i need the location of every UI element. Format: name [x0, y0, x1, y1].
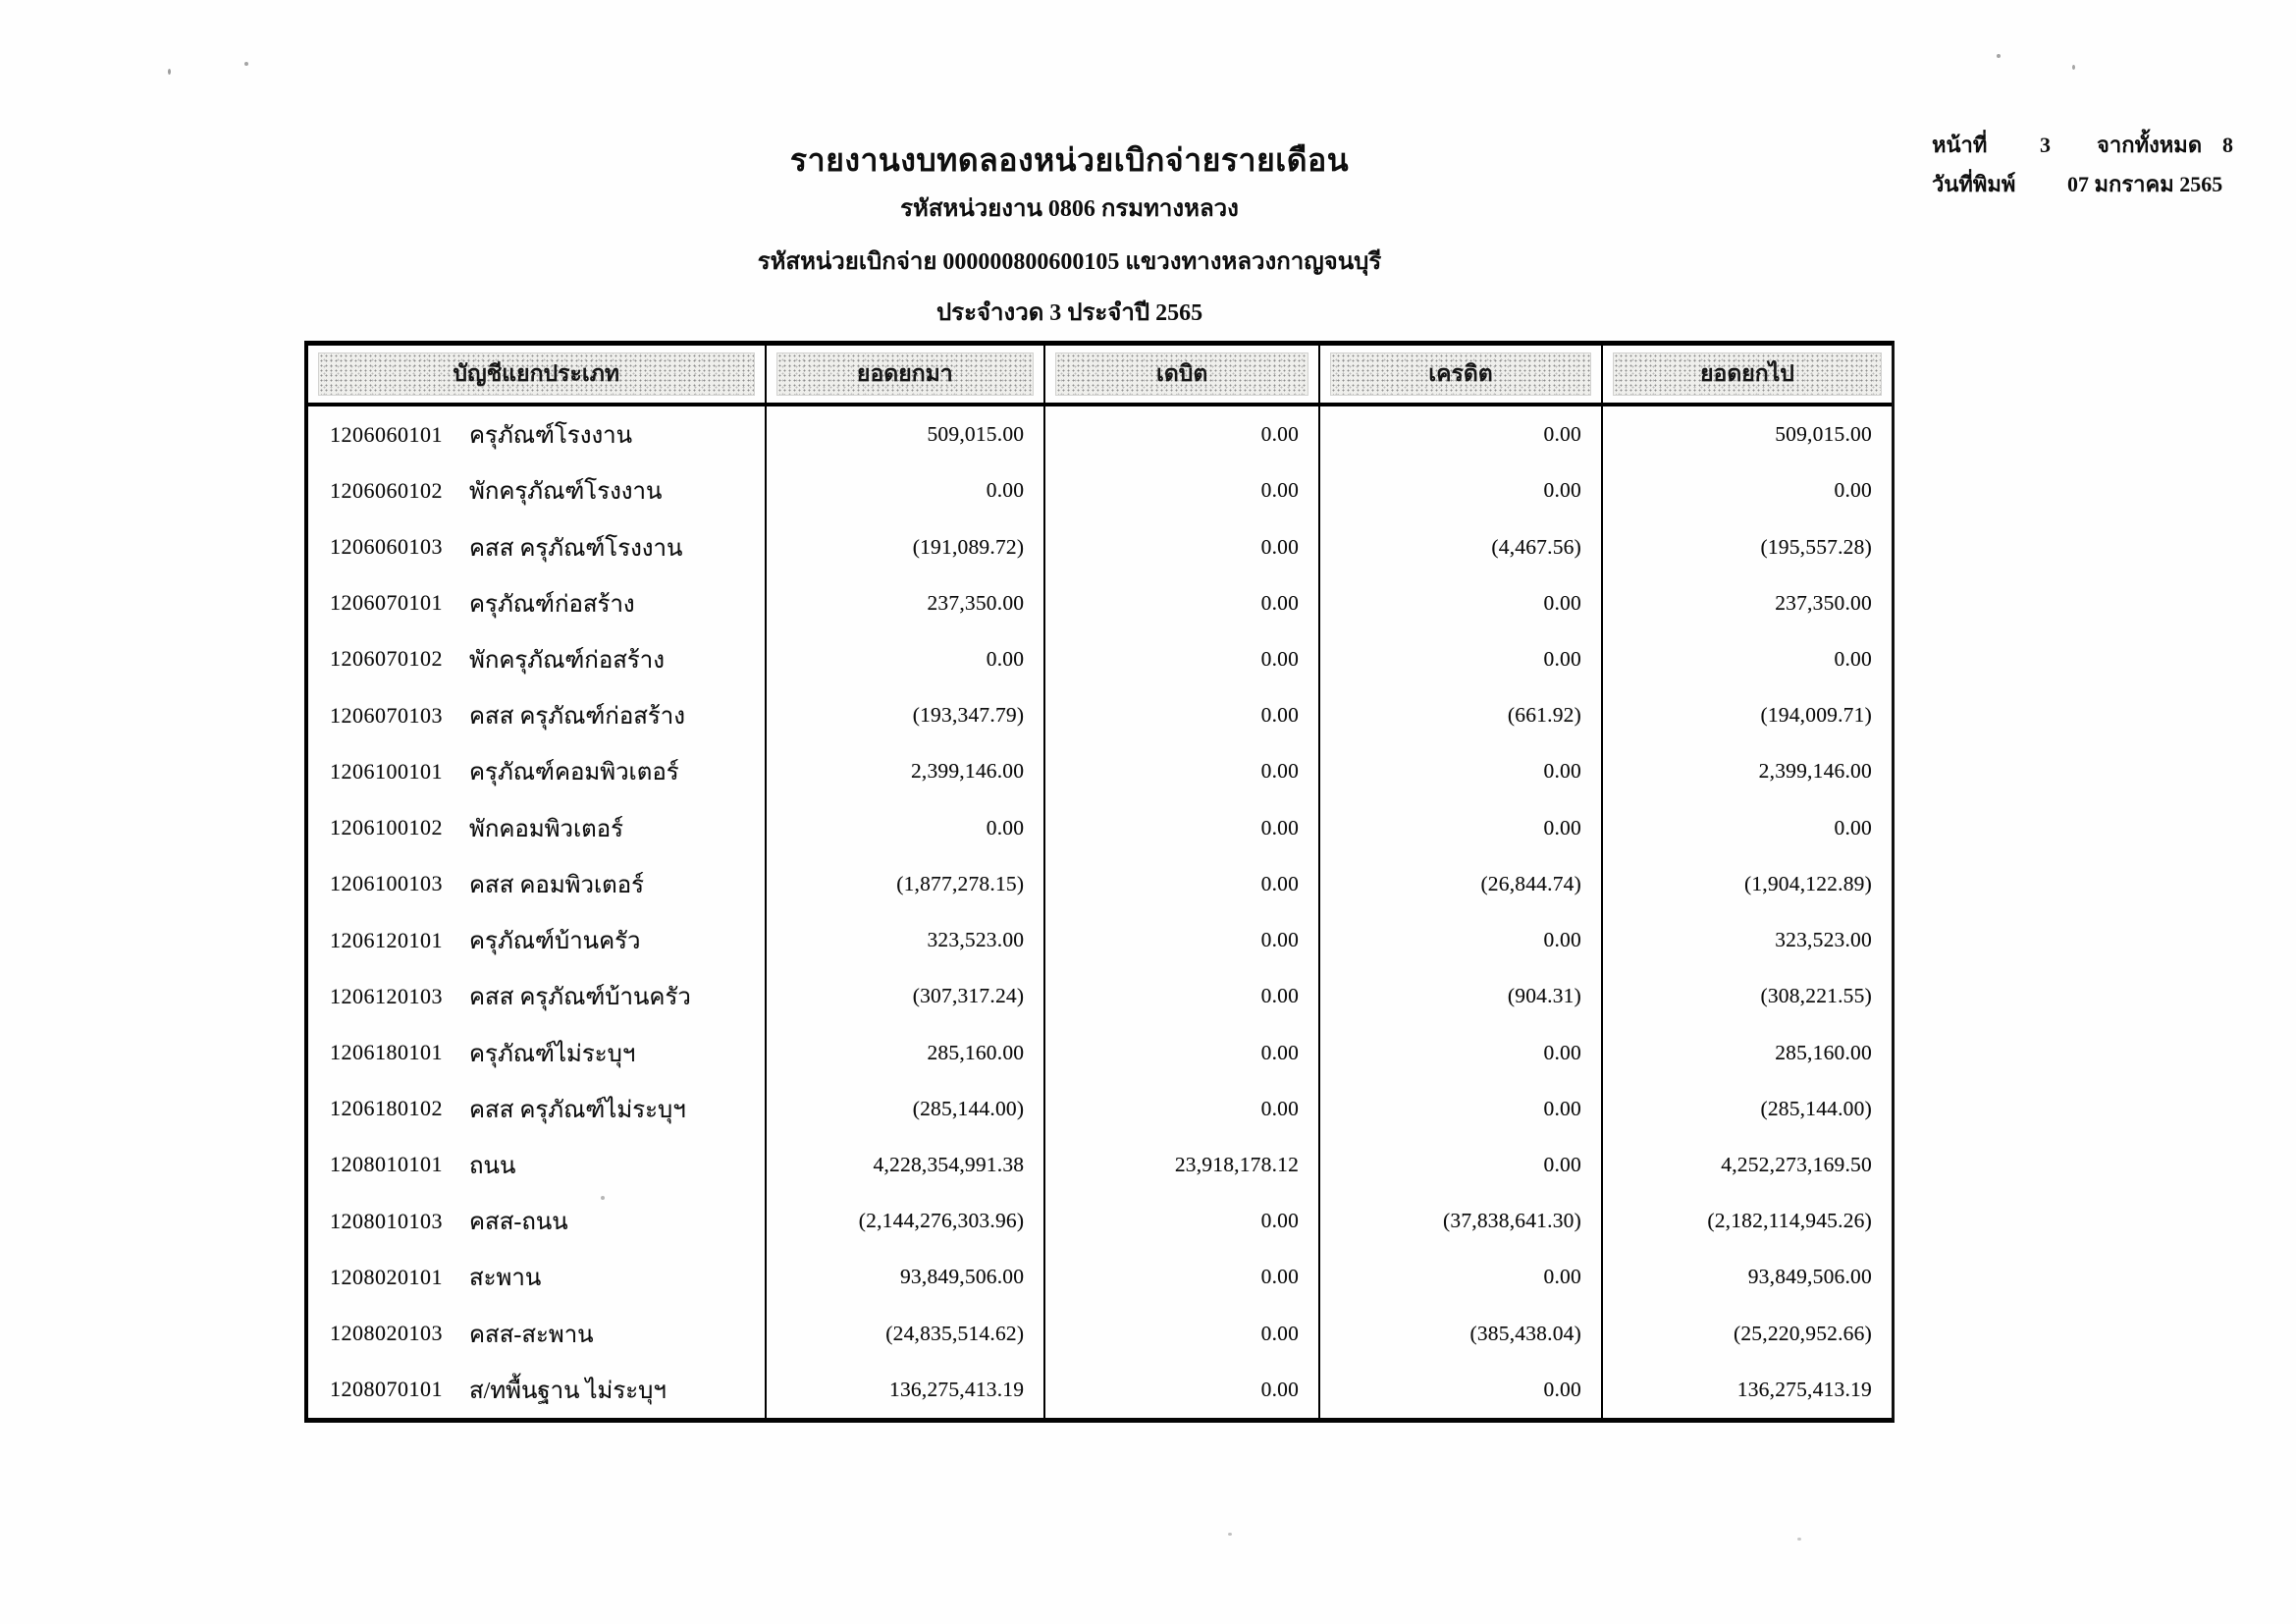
account-name: พักคอมพิวเตอร์ [469, 816, 624, 842]
amount-value: 0.00 [986, 646, 1025, 671]
account-code: 1208020101 [330, 1264, 443, 1289]
amount-cell [765, 1362, 1044, 1418]
amount-value: 0.00 [1260, 871, 1300, 895]
amount-cell [1043, 968, 1318, 1024]
amount-value: 0.00 [1260, 1321, 1300, 1345]
amount-value: 237,350.00 [927, 590, 1025, 615]
amount-value: 285,160.00 [927, 1040, 1025, 1064]
amount-cell [1043, 462, 1318, 518]
print-date-value: 07 มกราคม 2565 [2067, 172, 2223, 196]
amount-cell [1043, 1306, 1318, 1362]
print-date-line [1932, 165, 2285, 204]
table-row [308, 912, 1892, 968]
amount-cell [1601, 912, 1892, 968]
account-code: 1206120101 [330, 927, 443, 952]
account-cell [308, 856, 765, 912]
amount-value: 4,252,273,169.50 [1721, 1152, 1872, 1176]
amount-value: (191,089.72) [912, 534, 1025, 559]
amount-value: (194,009.71) [1760, 703, 1872, 728]
amount-value: 0.00 [1260, 1040, 1300, 1064]
amount-value: 2,399,146.00 [1758, 759, 1872, 784]
table-body [308, 406, 1892, 1418]
page-total: 8 [2222, 133, 2233, 157]
amount-value: 509,015.00 [927, 422, 1025, 447]
amount-cell [1043, 1024, 1318, 1080]
amount-cell [1601, 406, 1892, 462]
page-total-label: จากทั้งหมด [2097, 133, 2203, 157]
amount-cell [765, 1137, 1044, 1193]
table-row [308, 1137, 1892, 1193]
amount-value: 2,399,146.00 [910, 759, 1025, 784]
page-meta-block [1932, 126, 2285, 204]
amount-cell [1601, 1362, 1892, 1418]
amount-cell [1043, 1193, 1318, 1249]
account-cell [308, 912, 765, 968]
account-name: คสส ครุภัณฑ์โรงงาน [469, 535, 683, 562]
account-code: 1208020103 [330, 1321, 443, 1346]
header-cell-debit [1043, 346, 1318, 403]
scan-speck [1228, 1533, 1232, 1536]
table-row [308, 518, 1892, 574]
account-code: 1206100101 [330, 758, 443, 784]
account-code: 1208070101 [330, 1377, 443, 1402]
page-number: 3 [2040, 133, 2051, 157]
account-cell [308, 1249, 765, 1305]
account-name: ครุภัณฑ์บ้านครัว [469, 929, 641, 955]
account-name: คสส-สะพาน [469, 1322, 594, 1348]
amount-cell [1318, 518, 1601, 574]
amount-cell [1318, 856, 1601, 912]
amount-value: 136,275,413.19 [1736, 1377, 1872, 1401]
account-cell [308, 406, 765, 462]
amount-value: (1,904,122.89) [1743, 871, 1872, 895]
amount-value: (904.31) [1507, 984, 1581, 1008]
amount-cell [1601, 687, 1892, 743]
account-code: 1206070103 [330, 702, 443, 728]
amount-cell [1318, 406, 1601, 462]
table-row [308, 1249, 1892, 1305]
amount-value: 0.00 [1543, 1265, 1581, 1289]
table-row [308, 687, 1892, 743]
scan-speck [244, 62, 248, 66]
amount-cell [1043, 575, 1318, 631]
amount-value: 509,015.00 [1775, 422, 1872, 447]
account-cell [308, 743, 765, 799]
amount-value: 237,350.00 [1775, 590, 1872, 615]
amount-value: (285,144.00) [912, 1096, 1025, 1120]
account-cell [308, 800, 765, 856]
amount-value: 0.00 [1260, 478, 1300, 503]
amount-cell [1318, 631, 1601, 687]
amount-value: 0.00 [1834, 478, 1872, 503]
amount-value: 0.00 [1543, 759, 1581, 784]
amount-cell [1318, 1249, 1601, 1305]
amount-value: 0.00 [986, 815, 1025, 839]
table-row [308, 1024, 1892, 1080]
account-name: คสส ครุภัณฑ์ไม่ระบุฯ [469, 1097, 686, 1123]
header-closing-balance-label: ยอดยกไป [1613, 352, 1882, 396]
amount-value: 93,849,506.00 [1747, 1265, 1872, 1289]
scan-speck [1797, 1538, 1801, 1541]
header-cell-opening-balance [765, 346, 1044, 403]
amount-cell [1318, 1081, 1601, 1137]
amount-value: 0.00 [1543, 1040, 1581, 1064]
amount-value: 0.00 [1260, 646, 1300, 671]
amount-cell [1601, 631, 1892, 687]
amount-cell [1318, 1193, 1601, 1249]
account-name: ครุภัณฑ์คอมพิวเตอร์ [469, 760, 679, 786]
amount-cell [765, 856, 1044, 912]
account-name: คสส ครุภัณฑ์ก่อสร้าง [469, 704, 685, 731]
amount-cell [1043, 1249, 1318, 1305]
account-cell [308, 1193, 765, 1249]
amount-value: (37,838,641.30) [1443, 1209, 1581, 1233]
account-code: 1208010101 [330, 1152, 443, 1177]
amount-cell [765, 406, 1044, 462]
amount-value: (25,220,952.66) [1734, 1321, 1872, 1345]
amount-cell [765, 1193, 1044, 1249]
amount-cell [1043, 743, 1318, 799]
amount-cell [1601, 518, 1892, 574]
amount-value: 23,918,178.12 [1174, 1152, 1300, 1176]
amount-value: 0.00 [1260, 815, 1300, 839]
table-row [308, 800, 1892, 856]
amount-cell [1043, 1362, 1318, 1418]
amount-cell [1601, 462, 1892, 518]
table-row [308, 575, 1892, 631]
amount-cell [1043, 912, 1318, 968]
amount-value: 0.00 [1543, 1377, 1581, 1401]
amount-value: 323,523.00 [1775, 928, 1872, 952]
page-number-line [1932, 126, 2285, 165]
amount-value: 0.00 [1543, 478, 1581, 503]
amount-cell [1043, 856, 1318, 912]
amount-cell [1318, 687, 1601, 743]
amount-value: 0.00 [1260, 422, 1300, 447]
amount-value: 0.00 [1260, 1209, 1300, 1233]
header-cell-account [308, 346, 765, 403]
account-cell [308, 462, 765, 518]
amount-cell [765, 631, 1044, 687]
amount-value: 0.00 [1260, 534, 1300, 559]
account-name: ครุภัณฑ์ก่อสร้าง [469, 591, 635, 618]
amount-cell [765, 800, 1044, 856]
amount-cell [1043, 406, 1318, 462]
amount-value: 0.00 [1260, 1265, 1300, 1289]
amount-cell [765, 518, 1044, 574]
amount-value: 0.00 [986, 478, 1025, 503]
amount-cell [1043, 1081, 1318, 1137]
amount-value: (285,144.00) [1760, 1096, 1872, 1120]
amount-cell [1318, 1137, 1601, 1193]
print-date-label: วันที่พิมพ์ [1932, 172, 2016, 196]
amount-cell [1318, 1024, 1601, 1080]
period-line: ประจำงวด 3 ประจำปี 2565 [935, 300, 1203, 326]
table-row [308, 1193, 1892, 1249]
amount-value: 0.00 [1543, 646, 1581, 671]
table-row [308, 462, 1892, 518]
amount-value: 4,228,354,991.38 [873, 1152, 1025, 1176]
scan-speck [601, 1196, 605, 1200]
amount-value: (26,844.74) [1480, 871, 1581, 895]
account-name: ส/ทพื้นฐาน ไม่ระบุฯ [469, 1378, 667, 1404]
amount-value: 0.00 [1543, 1152, 1581, 1176]
account-code: 1206070101 [330, 590, 443, 616]
amount-value: 0.00 [1543, 422, 1581, 447]
amount-cell [1043, 687, 1318, 743]
account-code: 1206120103 [330, 983, 443, 1008]
amount-cell [1318, 1306, 1601, 1362]
table-row [308, 856, 1892, 912]
amount-value: (1,877,278.15) [896, 871, 1025, 895]
amount-cell [765, 575, 1044, 631]
amount-cell [1601, 1081, 1892, 1137]
account-name: พักครุภัณฑ์ก่อสร้าง [469, 647, 665, 674]
amount-value: (2,182,114,945.26) [1707, 1209, 1872, 1233]
amount-cell [765, 743, 1044, 799]
account-code: 1206180101 [330, 1040, 443, 1065]
amount-value: 0.00 [1260, 590, 1300, 615]
amount-cell [1601, 800, 1892, 856]
amount-value: 0.00 [1260, 1377, 1300, 1401]
amount-value: 285,160.00 [1775, 1040, 1872, 1064]
amount-value: 0.00 [1834, 646, 1872, 671]
page-label: หน้าที่ [1932, 133, 1988, 157]
amount-cell [1601, 1193, 1892, 1249]
header-opening-balance-label: ยอดยกมา [776, 352, 1035, 396]
amount-cell [765, 912, 1044, 968]
amount-cell [1043, 1137, 1318, 1193]
amount-cell [1601, 1137, 1892, 1193]
amount-cell [1601, 1249, 1892, 1305]
account-name: คสส คอมพิวเตอร์ [469, 872, 645, 898]
account-cell [308, 687, 765, 743]
scan-speck [168, 69, 171, 75]
amount-cell [765, 1306, 1044, 1362]
amount-value: 0.00 [1543, 590, 1581, 615]
account-code: 1206180102 [330, 1096, 443, 1121]
account-code: 1206100102 [330, 815, 443, 840]
account-name: คสส ครุภัณฑ์บ้านครัว [469, 985, 691, 1011]
header-cell-credit [1318, 346, 1601, 403]
account-cell [308, 631, 765, 687]
amount-cell [1601, 968, 1892, 1024]
amount-value: 0.00 [1543, 1096, 1581, 1120]
header-credit-label: เครดิต [1330, 352, 1591, 396]
account-cell [308, 518, 765, 574]
amount-cell [1318, 968, 1601, 1024]
agency-code-line: รหัสหน่วยงาน 0806 กรมทางหลวง [900, 196, 1239, 222]
account-name: คสส-ถนน [469, 1210, 568, 1236]
header-cell-closing-balance [1601, 346, 1892, 403]
amount-value: (24,835,514.62) [885, 1321, 1025, 1345]
account-name: พักครุภัณฑ์โรงงาน [469, 479, 663, 506]
table-header-row [308, 346, 1892, 406]
account-cell [308, 968, 765, 1024]
account-code: 1206060102 [330, 477, 443, 503]
amount-value: 0.00 [1260, 928, 1300, 952]
trial-balance-table [304, 341, 1895, 1423]
amount-cell [1601, 1024, 1892, 1080]
report-title: รายงานงบทดลองหน่วยเบิกจ่ายรายเดือน [789, 142, 1350, 178]
account-code: 1206060103 [330, 534, 443, 560]
amount-value: 0.00 [1260, 1096, 1300, 1120]
table-row [308, 631, 1892, 687]
table-row [308, 1362, 1892, 1418]
account-name: ถนน [469, 1153, 516, 1179]
table-row [308, 968, 1892, 1024]
amount-value: 93,849,506.00 [899, 1265, 1025, 1289]
amount-cell [765, 968, 1044, 1024]
account-cell [308, 575, 765, 631]
amount-value: 323,523.00 [927, 928, 1025, 952]
disbursement-unit-line: รหัสหน่วยเบิกจ่าย 000000800600105 แขวงทางหลวงกาญจนบุรี [757, 249, 1382, 275]
amount-value: (307,317.24) [912, 984, 1025, 1008]
amount-value: (193,347.79) [912, 703, 1025, 728]
table-row [308, 1306, 1892, 1362]
account-name: ครุภัณฑ์ไม่ระบุฯ [469, 1041, 636, 1067]
table-row [308, 743, 1892, 799]
amount-cell [1043, 631, 1318, 687]
amount-cell [765, 1081, 1044, 1137]
amount-value: 0.00 [1834, 815, 1872, 839]
amount-cell [1043, 800, 1318, 856]
amount-cell [1318, 912, 1601, 968]
amount-cell [765, 462, 1044, 518]
account-cell [308, 1306, 765, 1362]
account-code: 1206070102 [330, 646, 443, 672]
amount-cell [765, 1249, 1044, 1305]
scan-speck [2072, 65, 2075, 70]
header-account-label: บัญชีแยกประเภท [318, 352, 755, 396]
amount-cell [1601, 856, 1892, 912]
amount-cell [1318, 575, 1601, 631]
amount-value: 0.00 [1543, 815, 1581, 839]
amount-cell [765, 687, 1044, 743]
amount-cell [765, 1024, 1044, 1080]
account-cell [308, 1362, 765, 1418]
table-row [308, 406, 1892, 462]
amount-value: 0.00 [1543, 928, 1581, 952]
account-cell [308, 1137, 765, 1193]
amount-value: 0.00 [1260, 984, 1300, 1008]
table-row [308, 1081, 1892, 1137]
header-debit-label: เดบิต [1055, 352, 1308, 396]
amount-value: (195,557.28) [1760, 534, 1872, 559]
account-code: 1206100103 [330, 871, 443, 896]
account-name: สะพาน [469, 1266, 542, 1292]
amount-value: (661.92) [1507, 703, 1581, 728]
amount-cell [1318, 1362, 1601, 1418]
amount-cell [1601, 743, 1892, 799]
amount-value: 136,275,413.19 [889, 1377, 1025, 1401]
scan-speck [1997, 54, 2001, 58]
amount-cell [1601, 1306, 1892, 1362]
amount-cell [1318, 462, 1601, 518]
account-cell [308, 1081, 765, 1137]
amount-value: 0.00 [1260, 759, 1300, 784]
amount-value: 0.00 [1260, 703, 1300, 728]
account-code: 1208010103 [330, 1208, 443, 1233]
account-code: 1206060101 [330, 421, 443, 447]
amount-value: (308,221.55) [1760, 984, 1872, 1008]
amount-value: (385,438.04) [1469, 1321, 1581, 1345]
amount-cell [1318, 743, 1601, 799]
amount-cell [1043, 518, 1318, 574]
amount-value: (4,467.56) [1491, 534, 1581, 559]
account-cell [308, 1024, 765, 1080]
account-name: ครุภัณฑ์โรงงาน [469, 423, 633, 450]
amount-cell [1318, 800, 1601, 856]
amount-value: (2,144,276,303.96) [858, 1209, 1025, 1233]
amount-cell [1601, 575, 1892, 631]
